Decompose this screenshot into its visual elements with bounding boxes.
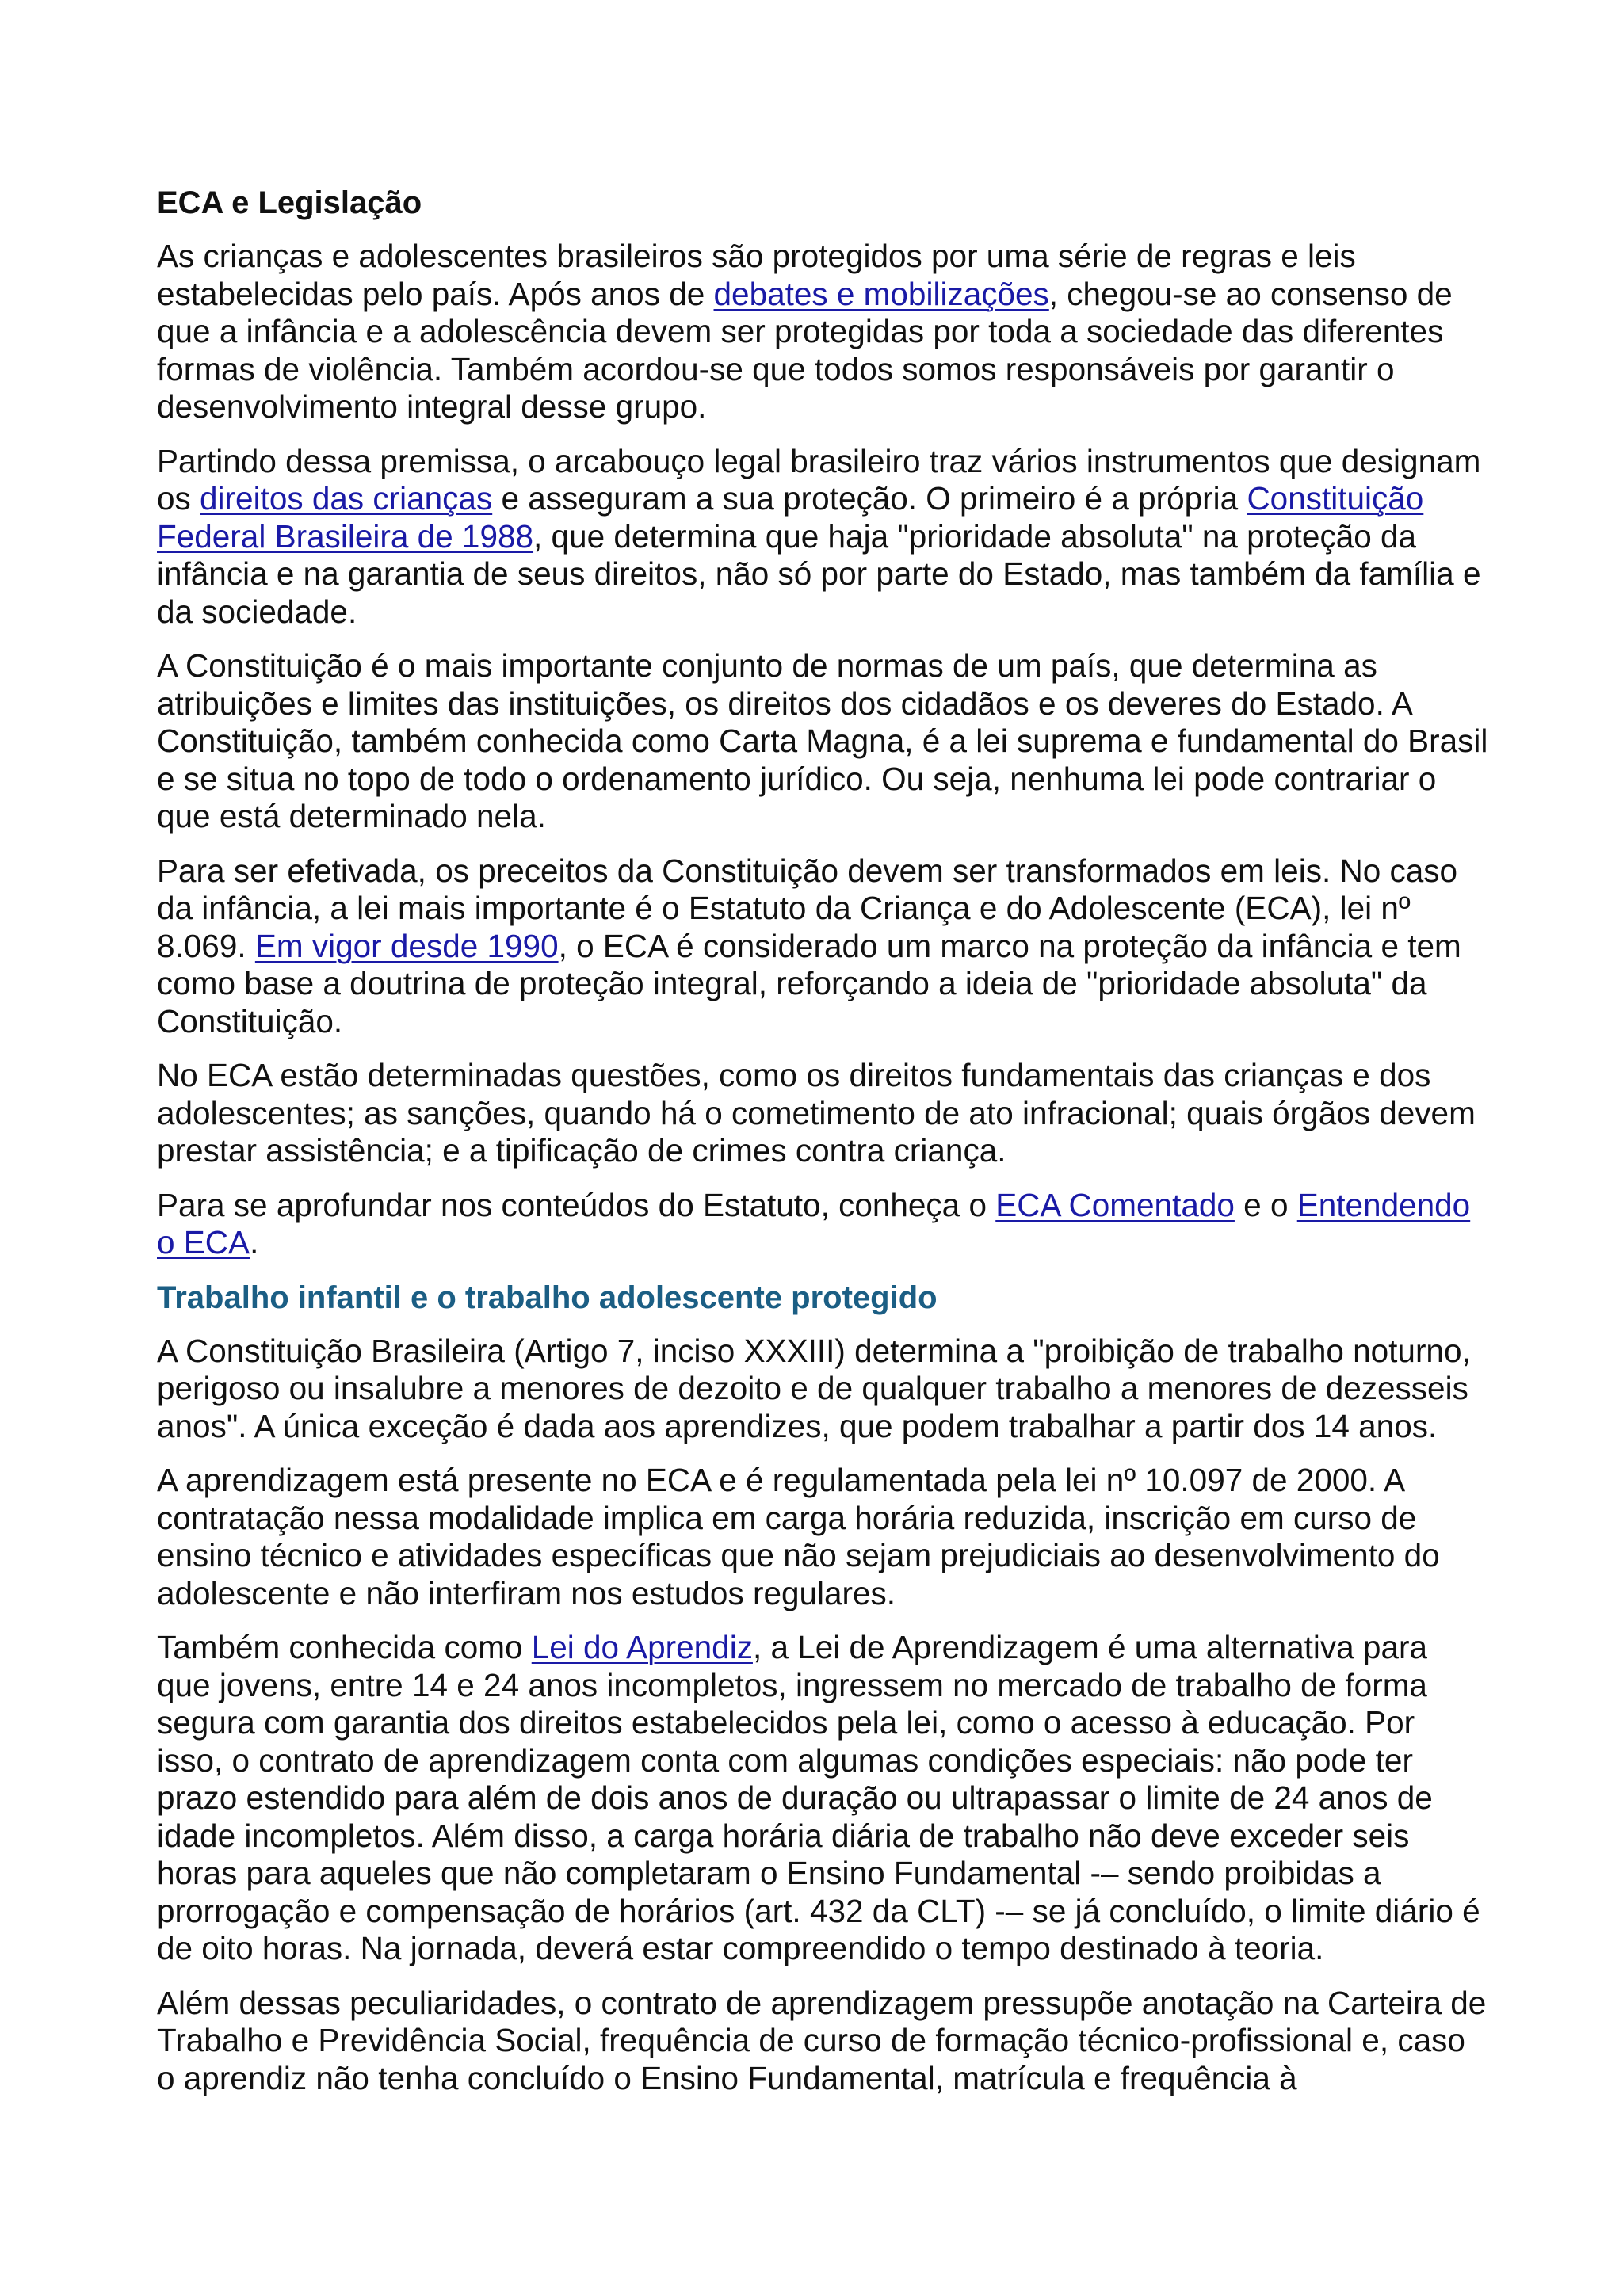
text-span: Para se aprofundar nos conteúdos do Estatuto, conheça o bbox=[157, 1186, 996, 1223]
link-eca-comentado[interactable]: ECA Comentado bbox=[995, 1186, 1235, 1223]
text-span: e asseguram a sua proteção. O primeiro é a própria bbox=[492, 480, 1247, 517]
section-heading: Trabalho infantil e o trabalho adolescente protegido bbox=[157, 1280, 938, 1315]
paragraph-2 bbox=[157, 443, 1488, 631]
text-span: . bbox=[250, 1224, 259, 1261]
paragraph-3: A Constituição é o mais importante conjunto de normas de um país, que determina as atribuições e limites das instituições, os direitos dos cidadãos e os deveres do Estado. A Constituição, também conhecida como Carta Magna, é a lei suprema e fundamental do Brasil e se situa no topo de todo o ordenamento jurídico. Ou seja, nenhuma lei pode contrariar o que está determinado nela. bbox=[157, 647, 1488, 834]
text-span: Para ser efetivada, os preceitos da Constituição devem ser transformados em leis. No caso da infância, a lei mais importante é o Estatuto da Criança e do Adolescente (ECA), lei nº 8.069. bbox=[157, 852, 1458, 964]
text-span: , o ECA é considerado um marco na proteção da infância e tem como base a doutrina de proteção integral, reforçando a ideia de "prioridade absoluta" da Constituição. bbox=[157, 927, 1461, 1039]
text-span: , chegou-se ao consenso de que a infância e a adolescência devem ser protegidas por toda a sociedade das diferentes formas de violência. Também acordou-se que todos somos responsáveis por garantir o desenvolvimento integral desse grupo. bbox=[157, 275, 1453, 425]
paragraph-9 bbox=[157, 1629, 1488, 1968]
link-constituicao-1988[interactable]: Constituição Federal Brasileira de 1988 bbox=[157, 480, 1424, 555]
link-debates-mobilizacoes[interactable]: debates e mobilizações bbox=[713, 275, 1049, 312]
paragraph-8: A aprendizagem está presente no ECA e é regulamentada pela lei nº 10.097 de 2000. A contratação nessa modalidade implica em carga horária reduzida, inscrição em curso de ensino técnico e atividades específicas que não sejam prejudiciais ao desenvolvimento do adolescente e não interfiram nos estudos regulares. bbox=[157, 1462, 1440, 1611]
paragraph-5: No ECA estão determinadas questões, como os direitos fundamentais das crianças e dos adolescentes; as sanções, quando há o cometimento de ato infracional; quais órgãos devem prestar assistência; e a tipificação de crimes contra criança. bbox=[157, 1057, 1476, 1169]
paragraph-6 bbox=[157, 1187, 1488, 1262]
document-page bbox=[157, 184, 1488, 2114]
text-span: , a Lei de Aprendizagem é uma alternativa para que jovens, entre 14 e 24 anos incompletos, ingressem no mercado de trabalho de forma segura com garantia dos direitos estabelecidos pela lei, como o acesso à educação. Por isso, o contrato de aprendizagem conta com algumas condições especiais: não pode ter prazo estendido para além de dois anos de duração ou ultrapassar o limite de 24 anos de idade incompletos. Além disso, a carga horária diária de trabalho não deve exceder seis horas para aqueles que não completaram o Ensino Fundamental -– sendo proibidas a prorrogação e compensação de horários (art. 432 da CLT) -– se já concluído, o limite diário é de oito horas. Na jornada, deverá estar compreendido o tempo destinado à teoria. bbox=[157, 1629, 1480, 1966]
text-span: , que determina que haja "prioridade absoluta" na proteção da infância e na garantia de seus direitos, não só por parte do Estado, mas também da família e da sociedade. bbox=[157, 517, 1481, 630]
link-lei-do-aprendiz[interactable]: Lei do Aprendiz bbox=[531, 1629, 753, 1665]
page-title: ECA e Legislação bbox=[157, 185, 422, 220]
link-entendendo-eca[interactable]: Entendendo o ECA bbox=[157, 1186, 1471, 1261]
paragraph-1 bbox=[157, 238, 1488, 426]
link-direitos-criancas[interactable]: direitos das crianças bbox=[200, 480, 493, 517]
paragraph-4 bbox=[157, 852, 1488, 1041]
paragraph-7: A Constituição Brasileira (Artigo 7, inciso XXXIII) determina a "proibição de trabalho noturno, perigoso ou insalubre a menores de dezoito e de qualquer trabalho a menores de dezesseis anos". A única exceção é dada aos aprendizes, que podem trabalhar a partir dos 14 anos. bbox=[157, 1332, 1471, 1444]
text-span: Partindo dessa premissa, o arcabouço legal brasileiro traz vários instrumentos que designam os bbox=[157, 442, 1481, 517]
text-span: Também conhecida como bbox=[157, 1629, 532, 1665]
paragraph-10: Além dessas peculiaridades, o contrato de aprendizagem pressupõe anotação na Carteira de Trabalho e Previdência Social, frequência de curso de formação técnico-profissional e, caso o aprendiz não tenha concluído o Ensino Fundamental, matrícula e frequência à bbox=[157, 1984, 1487, 2096]
text-span: As crianças e adolescentes brasileiros são protegidos por uma série de regras e leis estabelecidas pelo país. Após anos de bbox=[157, 238, 1356, 312]
link-em-vigor-1990[interactable]: Em vigor desde 1990 bbox=[254, 927, 559, 964]
text-span: e o bbox=[1234, 1186, 1297, 1223]
